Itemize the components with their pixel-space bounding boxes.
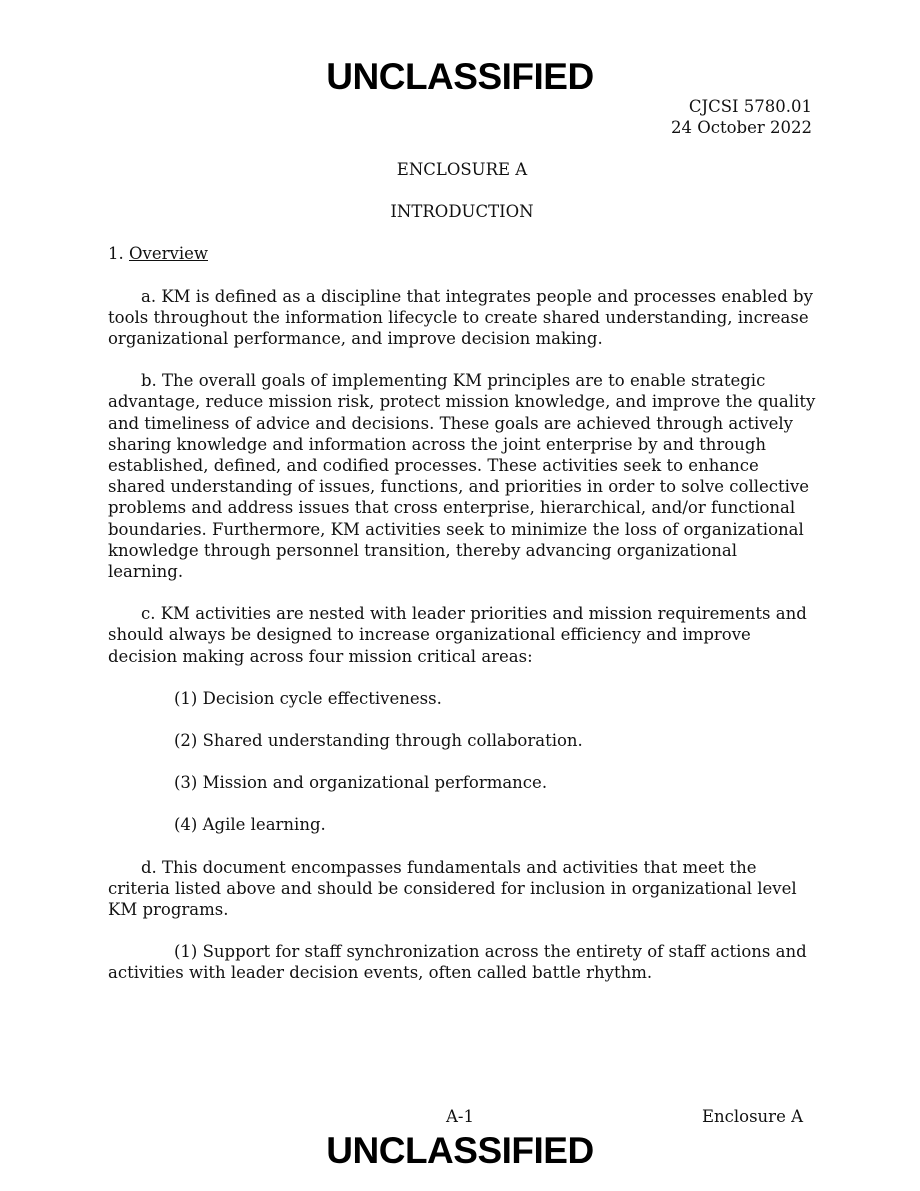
- doc-number: CJCSI 5780.01: [688, 97, 812, 116]
- paragraph-b: b. The overall goals of implementing KM principles are to enable strategic advantage, reduce mission risk, protect mission knowledge, and improve the quality and timeliness of advice and decisions. These goals are achieved through actively sharing knowledge and information across the joint enterprise by and through established, defined, and codified processes. These activities seek to enhance shared understanding of issues, functions, and priorities in order to solve collective problems and address issues that cross enterprise, hierarchical, and/or functional boundaries. Furthermore, KM activities seek to minimize the loss of organizational knowledge through personnel transition, thereby advancing organizational learning.: [108, 371, 816, 582]
- list-item-c4: (4) Agile learning.: [174, 815, 326, 835]
- list-item-d1: (1) Support for staff synchronization across the entirety of staff actions and activities with leader decision events, often called battle rhythm.: [108, 942, 807, 983]
- document-identifier: [671, 96, 812, 138]
- enclosure-title: ENCLOSURE A: [396, 160, 528, 179]
- section-heading-text: Overview: [129, 244, 208, 264]
- section-heading: [108, 243, 816, 264]
- list-item-c3: (3) Mission and organizational performance.: [174, 773, 548, 793]
- classification-banner-bottom: UNCLASSIFIED: [326, 1130, 594, 1171]
- section-number: 1.: [108, 244, 124, 264]
- section-title: INTRODUCTION: [390, 202, 534, 222]
- paragraph-a: a. KM is defined as a discipline that integrates people and processes enabled by tools throughout the information lifecycle to create shared understanding, increase organizational performance, and improve decision making.: [108, 286, 813, 349]
- doc-date: 24 October 2022: [670, 118, 812, 137]
- paragraph-d: d. This document encompasses fundamentals and activities that meet the criteria listed above and should be considered for inclusion in organizational level KM programs.: [108, 857, 797, 920]
- document-body: [108, 159, 816, 1005]
- list-item-c1: (1) Decision cycle effectiveness.: [174, 688, 442, 708]
- paragraph-c: c. KM activities are nested with leader priorities and mission requirements and should always be designed to increase organizational efficiency and improve decision making across four mission critical areas:: [108, 604, 807, 666]
- page-number: A-1: [446, 1107, 474, 1126]
- classification-banner-top: UNCLASSIFIED: [326, 56, 594, 97]
- footer-enclosure-label: Enclosure A: [701, 1107, 803, 1126]
- list-item-c2: (2) Shared understanding through collaboration.: [174, 731, 583, 751]
